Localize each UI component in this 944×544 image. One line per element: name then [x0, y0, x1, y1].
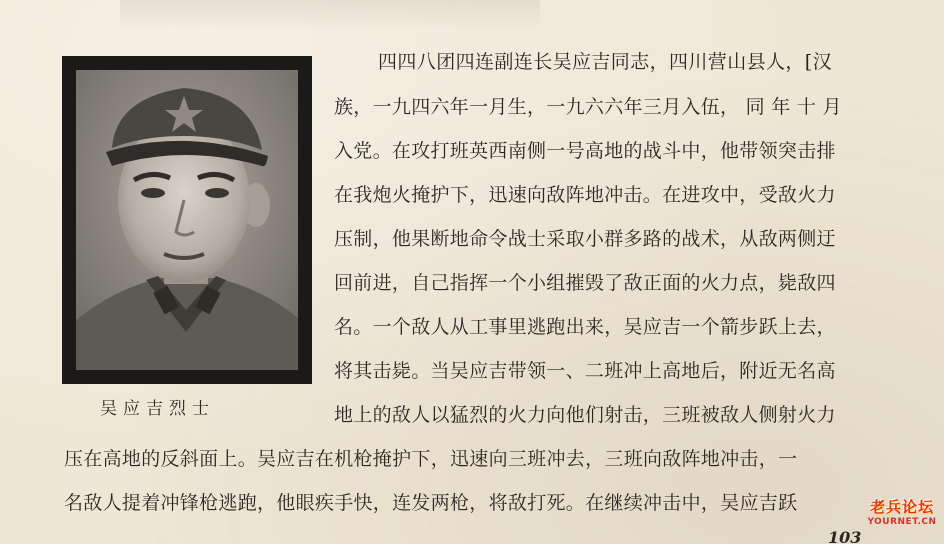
body-line: 四四八团四连副连长吴应吉同志，四川营山县人，[汉 [378, 51, 833, 73]
body-line: 在我炮火掩护下，迅速向敌阵地冲击。在进攻中，受敌火力 [334, 184, 836, 206]
page-number: 103 [828, 528, 862, 544]
site-watermark [866, 496, 938, 540]
portrait-image [76, 70, 298, 370]
body-line: 名敌人提着冲锋枪逃跑，他眼疾手快，连发两枪，将敌打死。在继续冲击中，吴应吉跃 [64, 492, 798, 514]
body-line: 将其击毙。当吴应吉带领一、二班冲上高地后，附近无名高 [334, 360, 836, 382]
watermark-url: YOURNET.CN [867, 517, 937, 527]
body-line: 入党。在攻打班英西南侧一号高地的战斗中，他带领突击排 [334, 140, 836, 162]
body-line: 回前进，自己指挥一个小组摧毁了敌正面的火力点，毙敌四 [334, 272, 836, 294]
body-line: 压在高地的反斜面上。吴应吉在机枪掩护下，迅速向三班冲去，三班向敌阵地冲击，一 [64, 448, 798, 470]
portrait-photo [76, 70, 298, 370]
body-line: 地上的敌人以猛烈的火力向他们射击，三班被敌人侧射火力 [334, 404, 836, 426]
portrait-frame [62, 56, 312, 384]
portrait-caption: 吴应吉烈士 [100, 399, 215, 419]
body-line: 压制，他果断地命令战士采取小群多路的战术，从敌两侧迂 [334, 228, 836, 250]
watermark-logo: 老兵论坛 [869, 498, 934, 516]
body-line: 名。一个敌人从工事里逃跑出来，吴应吉一个箭步跃上去， [334, 316, 836, 338]
show-through-shadow [120, 0, 540, 30]
body-line: 族，一九四六年一月生，一九六六年三月入伍， 同 年 十 月 [334, 96, 842, 118]
